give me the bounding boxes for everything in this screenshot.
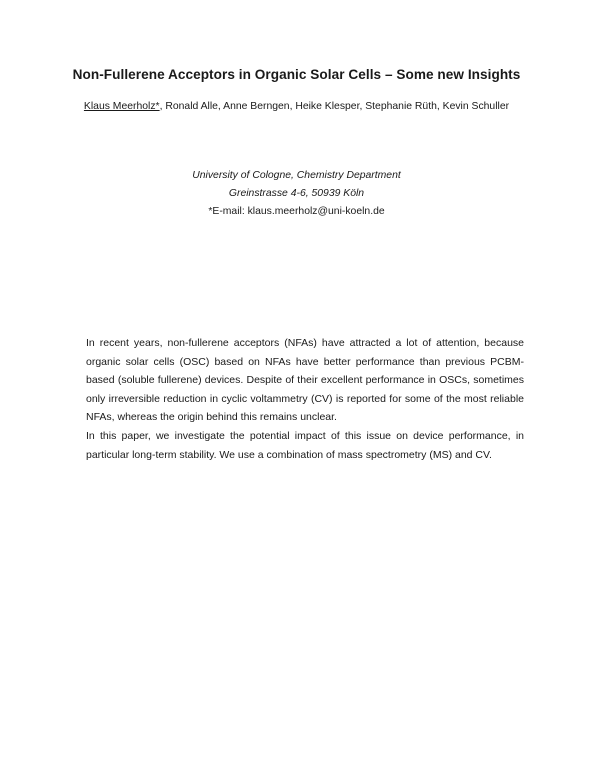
document-title: Non-Fullerene Acceptors in Organic Solar Cells – Some new Insights: [72, 67, 521, 82]
author-list: [0, 101, 593, 112]
corresponding-author: Klaus Meerholz*: [83, 101, 160, 112]
abstract-paragraph-1: In recent years, non-fullerene acceptors (NFAs) have attracted a lot of attention, because organic solar cells (OSC) based on NFAs have better performance than previous PCBM-based (soluble fullerene) devices. Despite of their excellent performance in OSCs, sometimes only irreversible reduction in cyclic voltammetry (CV) is reported for some of the most reliable NFAs, whereas the origin behind this remains unclear.: [86, 337, 524, 424]
affiliation-address: Greinstrasse 4-6, 50939 Köln: [228, 188, 365, 199]
affiliation-email: *E-mail: klaus.meerholz@uni-koeln.de: [208, 206, 385, 217]
co-authors: , Ronald Alle, Anne Berngen, Heike Klesper, Stephanie Rüth, Kevin Schuller: [159, 101, 510, 112]
abstract: [86, 334, 524, 464]
affiliation-institution: University of Cologne, Chemistry Department: [192, 170, 401, 181]
abstract-paragraph-2: In this paper, we investigate the potential impact of this issue on device performance, in particular long-term stability. We use a combination of mass spectrometry (MS) and CV.: [86, 429, 524, 461]
